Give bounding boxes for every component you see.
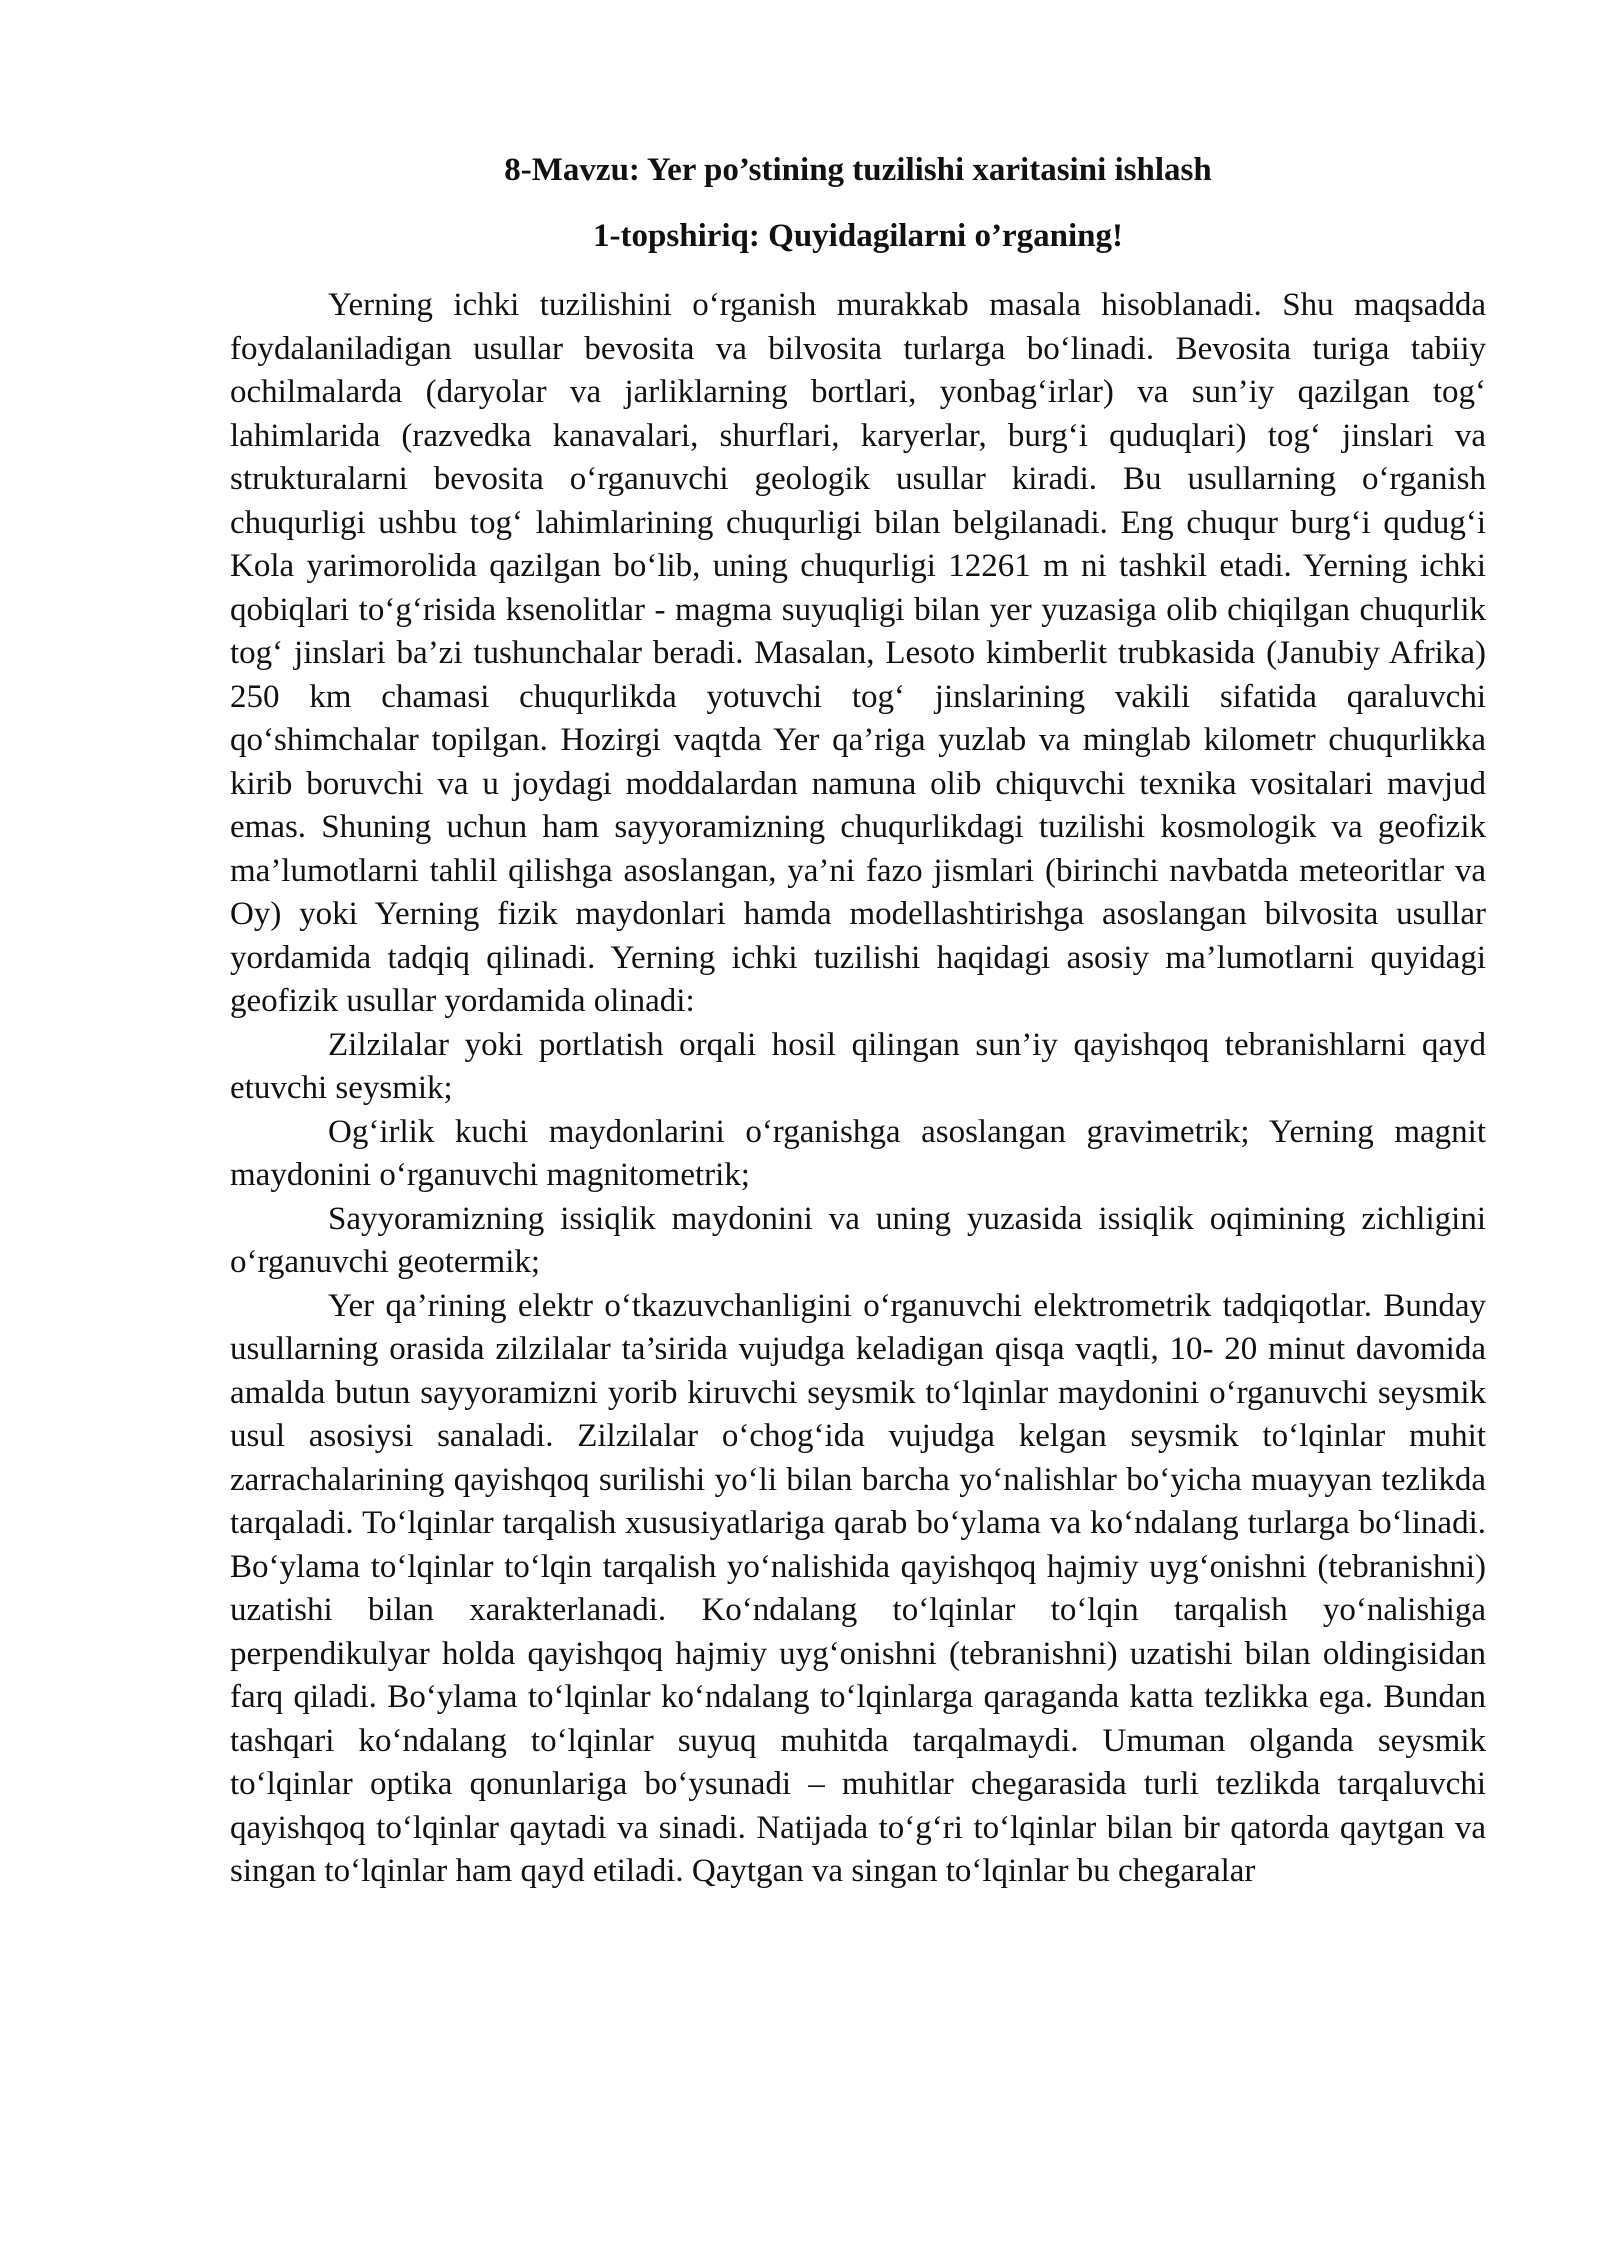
paragraph-geothermal: Sayyoramizning issiqlik maydonini va uning yuzasida issiqlik oqimining zichligini o‘rganuvchi geotermik; [230,1200,1486,1280]
body-text [230,284,1486,1894]
document-title: 8-Mavzu: Yer po’stining tuzilishi xaritasini ishlash [504,152,1212,188]
paragraph-seismic: Zilzilalar yoki portlatish orqali hosil qilingan sun’iy qayishqoq tebranishlarni qayd etuvchi seysmik; [230,1026,1486,1106]
document-content [230,148,1486,1894]
paragraph-intro: Yerning ichki tuzilishini o‘rganish murakkab masala hisoblanadi. Shu maqsadda foydalaniladigan usullar bevosita va bilvosita turlarga bo‘linadi. Bevosita turiga tabiiy ochilmalarda (daryolar va jarliklarning bortlari, yonbag‘irlar) va sun’iy qazilgan tog‘ lahimlarida (razvedka kanavalari, shurflari, karyerlar, burg‘i quduqlari) tog‘ jinslari va strukturalarni bevosita o‘rganuvchi geologik usullar kiradi. Bu usullarning o‘rganish chuqurligi ushbu tog‘ lahimlarining chuqurligi bilan belgilanadi. Eng chuqur burg‘i qudug‘i Kola yarimorolida qazilgan bo‘lib, uning chuqurligi 12261 m ni tashkil etadi. Yerning ichki qobiqlari to‘g‘risida ksenolitlar - magma suyuqligi bilan yer yuzasiga olib chiqilgan chuqurlik tog‘ jinslari ba’zi tushunchalar beradi. Masalan, Lesoto kimberlit trubkasida (Janubiy Afrika) 250 km chamasi chuqurlikda yotuvchi tog‘ jinslarining vakili sifatida qaraluvchi qo‘shimchalar topilgan. Hozirgi vaqtda Yer qa’riga yuzlab va minglab kilometr chuqurlikka kirib boruvchi va u joydagi moddalardan namuna olib chiquvchi texnika vositalari mavjud emas. Shuning uchun ham sayyoramizning chuqurlikdagi tuzilishi kosmologik va geofizik ma’lumotlarni tahlil qilishga asoslangan, ya’ni fazo jismlari (birinchi navbatda meteoritlar va Oy) yoki Yerning fizik maydonlari hamda modellashtirishga asoslangan bilvosita usullar yordamida tadqiq qilinadi. Yerning ichki tuzilishi haqidagi asosiy ma’lumotlarni quyidagi geofizik usullar yordamida olinadi: [230,287,1486,1019]
paragraph-electrometric: Yer qa’rining elektr o‘tkazuvchanligini o‘rganuvchi elektrometrik tadqiqotlar. Bunday usullarning orasida zilzilalar ta’sirida vujudga keladigan qisqa vaqtli, 10- 20 minut davomida amalda butun sayyoramizni yorib kiruvchi seysmik to‘lqinlar maydonini o‘rganuvchi seysmik usul asosiysi sanaladi. Zilzilalar o‘chog‘ida vujudga kelgan seysmik to‘lqinlar muhit zarrachalarining qayishqoq surilishi yo‘li bilan barcha yo‘nalishlar bo‘yicha muayyan tezlikda tarqaladi. To‘lqinlar tarqalish xususiyatlariga qarab bo‘ylama va ko‘ndalang turlarga bo‘linadi. Bo‘ylama to‘lqinlar to‘lqin tarqalish yo‘nalishida qayishqoq hajmiy uyg‘onishni (tebranishni) uzatishi bilan xarakterlanadi. Ko‘ndalang to‘lqinlar to‘lqin tarqalish yo‘nalishiga perpendikulyar holda qayishqoq hajmiy uyg‘onishni (tebranishni) uzatishi bilan oldingisidan farq qiladi. Bo‘ylama to‘lqinlar ko‘ndalang to‘lqinlarga qaraganda katta tezlikka ega. Bundan tashqari ko‘ndalang to‘lqinlar suyuq muhitda tarqalmaydi. Umuman olganda seysmik to‘lqinlar optika qonunlariga bo‘ysunadi – muhitlar chegarasida turli tezlikda tarqaluvchi qayishqoq to‘lqinlar qaytadi va sinadi. Natijada to‘g‘ri to‘lqinlar bilan bir qatorda qaytgan va singan to‘lqinlar ham qayd etiladi. Qaytgan va singan to‘lqinlar bu chegaralar [230,1287,1486,1889]
paragraph-gravimetric: Og‘irlik kuchi maydonlarini o‘rganishga asoslangan gravimetrik; Yerning magnit maydonini o‘rganuvchi magnitometrik; [230,1113,1486,1193]
task-heading: 1-topshiriq: Quyidagilarni o’rganing! [593,218,1123,254]
